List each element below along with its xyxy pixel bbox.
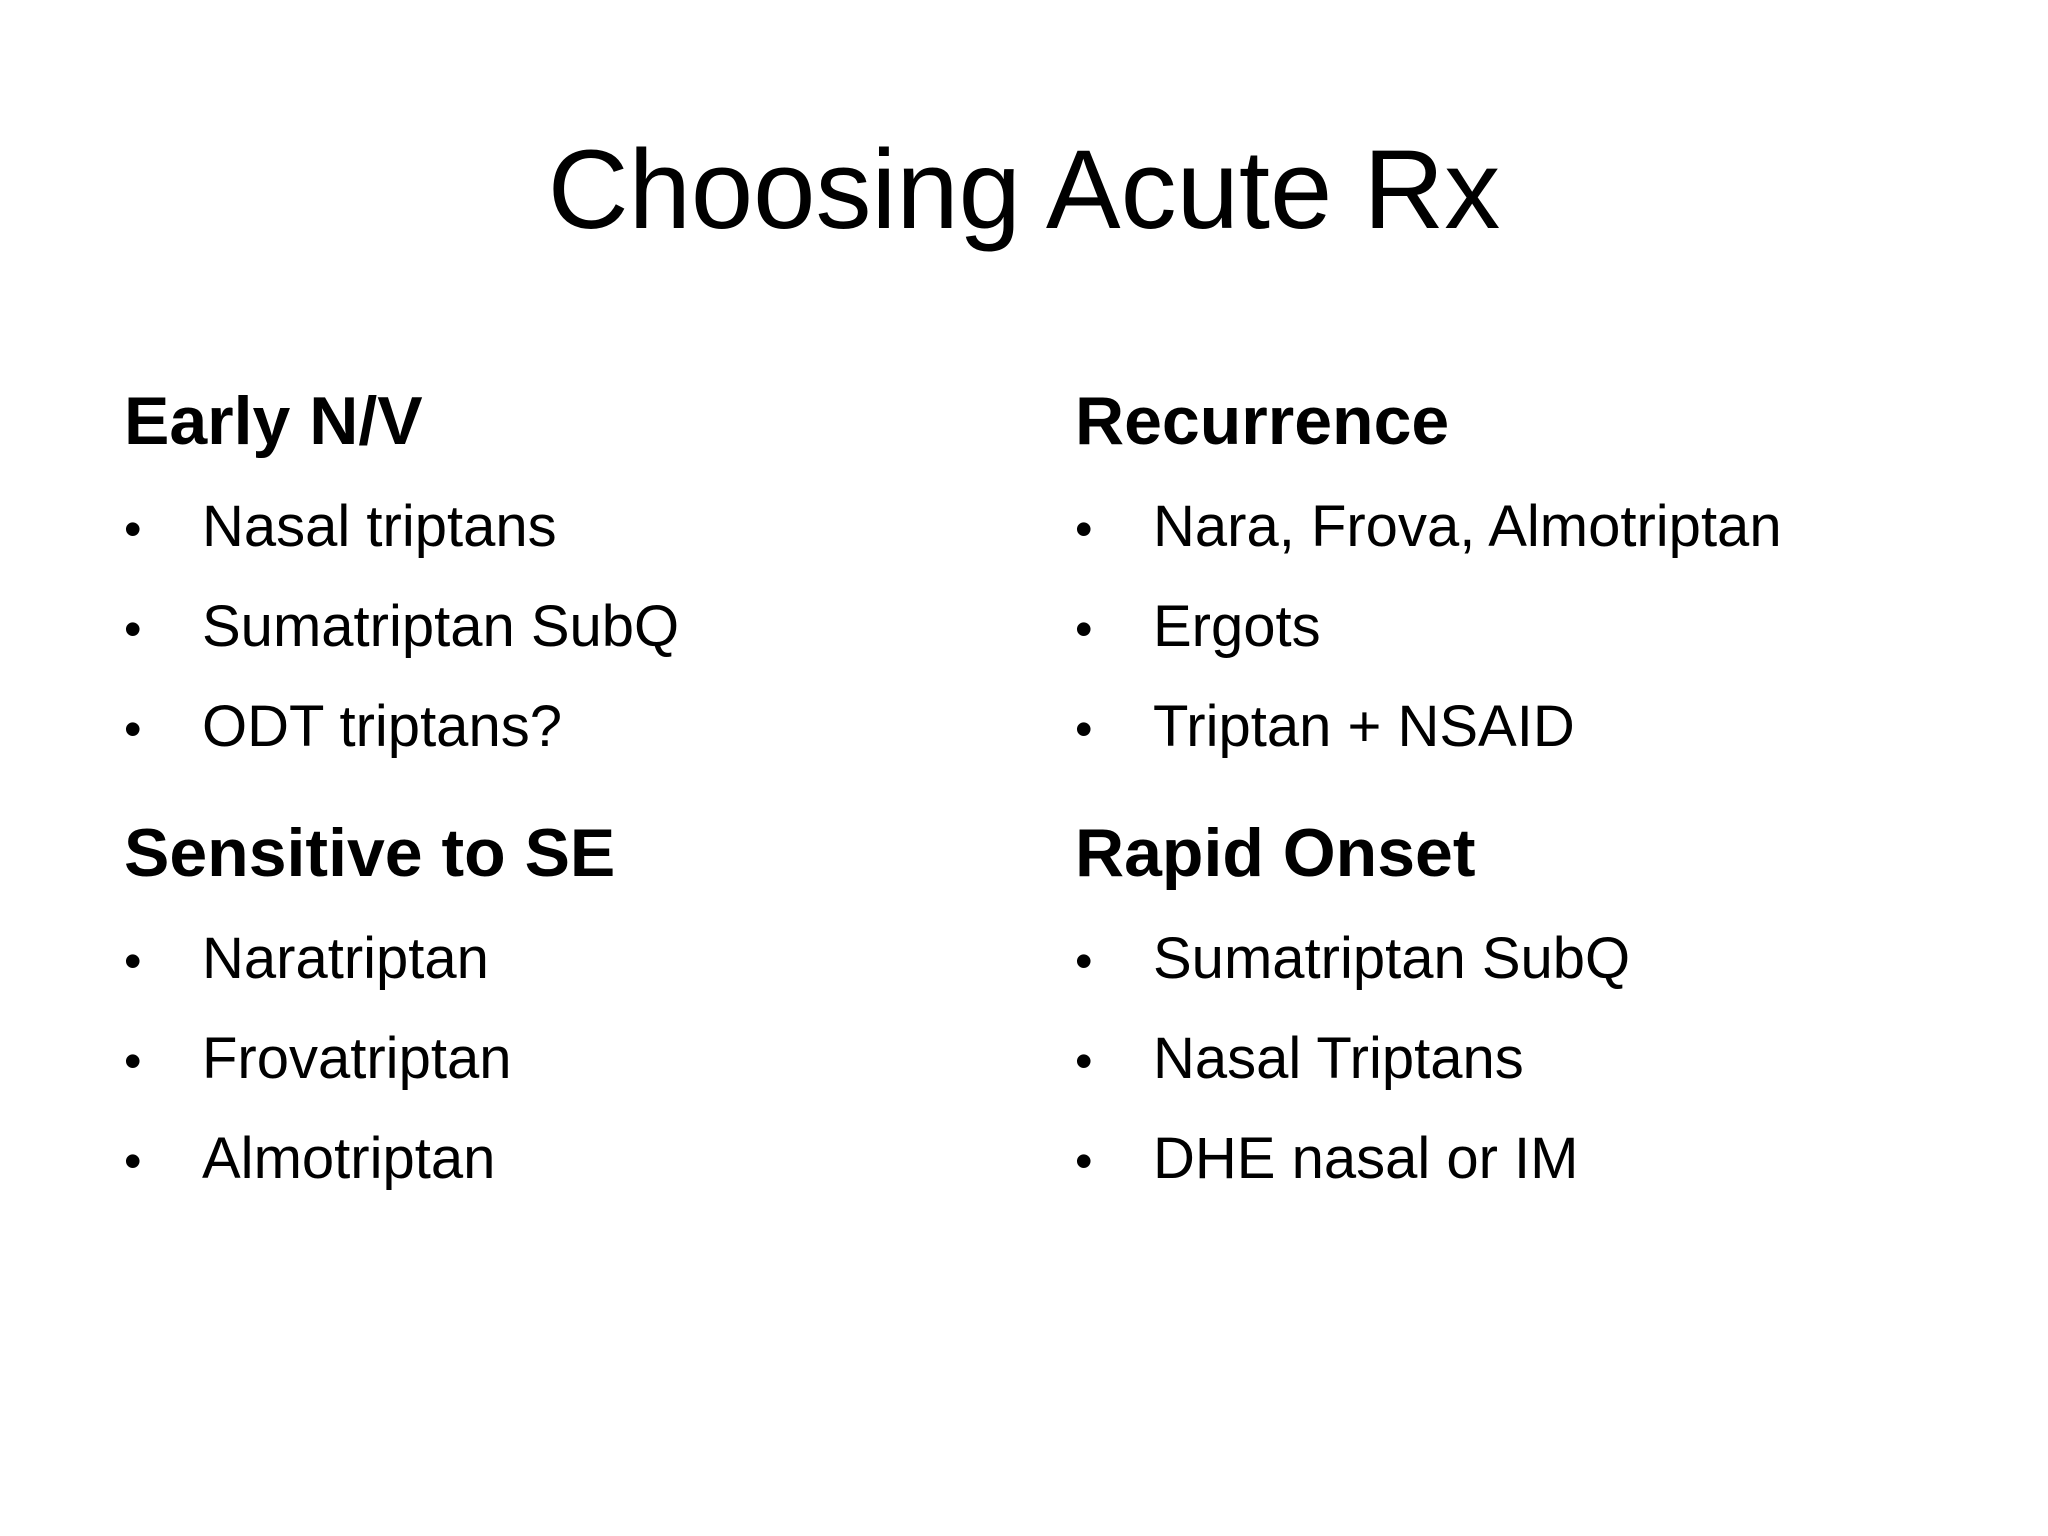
bullet-text: Sumatriptan SubQ xyxy=(202,593,680,659)
list-item xyxy=(124,1009,1004,1109)
bullet-icon: • xyxy=(124,1132,142,1189)
slide-title: Choosing Acute Rx xyxy=(547,127,1501,252)
bullet-text: ODT triptans? xyxy=(202,693,562,759)
bullet-icon: • xyxy=(124,932,142,989)
list-item xyxy=(124,909,1004,1009)
section-rapid-onset xyxy=(1075,816,1955,1209)
bullet-text: Naratriptan xyxy=(202,925,489,991)
bullet-list xyxy=(124,477,1004,777)
bullet-text: Almotriptan xyxy=(202,1125,496,1191)
list-item xyxy=(1075,577,1955,677)
bullet-icon: • xyxy=(1075,932,1093,989)
bullet-icon: • xyxy=(124,600,142,657)
list-item xyxy=(1075,1009,1955,1109)
bullet-list xyxy=(124,909,1004,1209)
list-item xyxy=(1075,1109,1955,1209)
bullet-icon: • xyxy=(124,1032,142,1089)
section-heading: Recurrence xyxy=(1075,383,1450,459)
bullet-icon: • xyxy=(1075,1032,1093,1089)
section-heading: Rapid Onset xyxy=(1075,815,1476,891)
bullet-text: Sumatriptan SubQ xyxy=(1153,925,1631,991)
section-recurrence xyxy=(1075,384,1955,777)
bullet-text: Ergots xyxy=(1153,593,1321,659)
list-item xyxy=(124,677,1004,777)
bullet-list xyxy=(1075,909,1955,1209)
section-sensitive-to-se xyxy=(124,816,1004,1209)
bullet-text: Nasal triptans xyxy=(202,493,557,559)
bullet-icon: • xyxy=(1075,600,1093,657)
list-item xyxy=(124,1109,1004,1209)
bullet-icon: • xyxy=(124,700,142,757)
list-item xyxy=(1075,477,1955,577)
bullet-icon: • xyxy=(1075,1132,1093,1189)
bullet-icon: • xyxy=(1075,500,1093,557)
section-heading: Sensitive to SE xyxy=(124,815,616,891)
list-item xyxy=(124,477,1004,577)
bullet-text: Nara, Frova, Almotriptan xyxy=(1153,493,1782,559)
bullet-text: Nasal Triptans xyxy=(1153,1025,1524,1091)
bullet-list xyxy=(1075,477,1955,777)
bullet-icon: • xyxy=(1075,700,1093,757)
list-item xyxy=(124,577,1004,677)
section-heading: Early N/V xyxy=(124,383,423,459)
list-item xyxy=(1075,909,1955,1009)
bullet-text: Triptan + NSAID xyxy=(1153,693,1575,759)
bullet-text: DHE nasal or IM xyxy=(1153,1125,1579,1191)
section-early-nv xyxy=(124,384,1004,777)
list-item xyxy=(1075,677,1955,777)
bullet-icon: • xyxy=(124,500,142,557)
bullet-text: Frovatriptan xyxy=(202,1025,512,1091)
